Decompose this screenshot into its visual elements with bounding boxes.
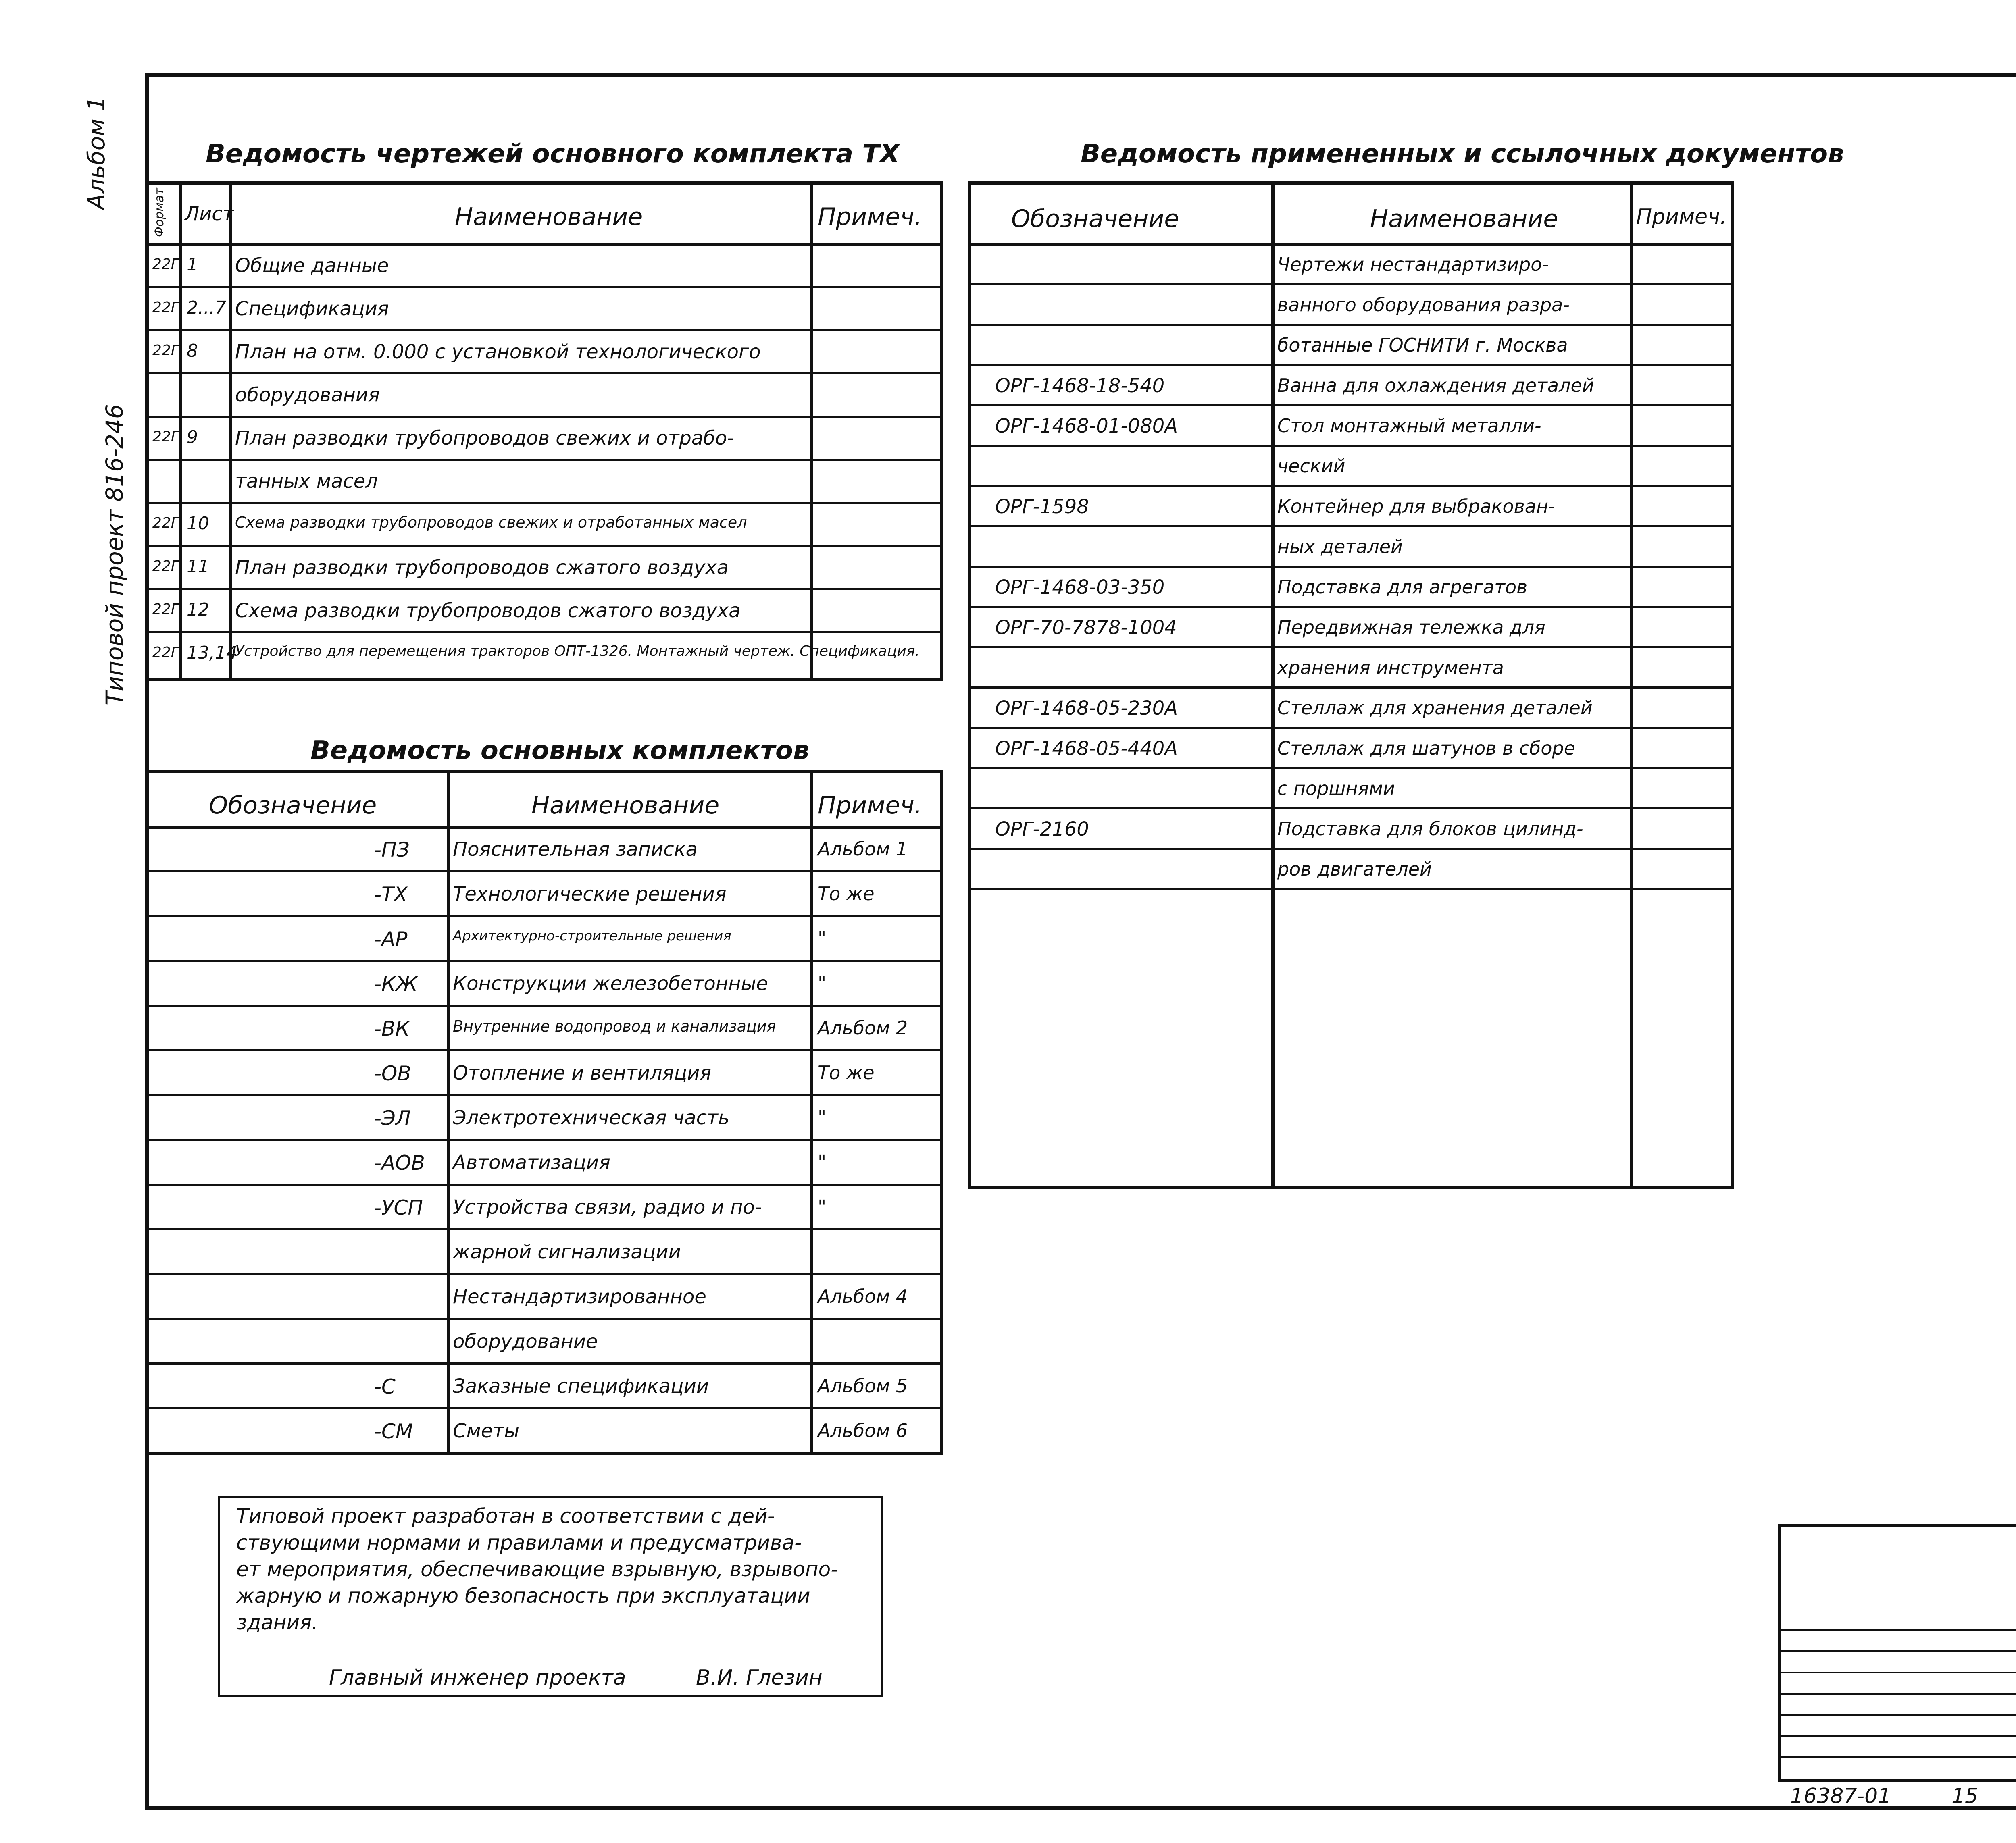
t1-row-name: План на отм. 0.000 с установкой технологического — [235, 341, 761, 363]
t3-row-code: ОРГ-1468-05-440А — [995, 737, 1178, 760]
t2-row-code: -ОВ — [374, 1062, 411, 1085]
t2-row-name: Автоматизация — [453, 1151, 610, 1174]
t2-row-name: Внутренние водопровод и канализация — [453, 1017, 776, 1035]
t2-row-name: Пояснительная записка — [453, 838, 698, 861]
t1-row-sheet: 8 — [187, 341, 198, 361]
t2-row-name: Отопление и вентиляция — [453, 1062, 712, 1084]
t2-row-note: Альбом 1 — [818, 838, 908, 860]
t3-row-name: Стеллаж для хранения деталей — [1277, 697, 1593, 719]
t1-row-sheet: 2...7 — [187, 297, 226, 318]
t2-row-note: Альбом 5 — [818, 1375, 908, 1397]
t3-row-name: с поршнями — [1277, 778, 1395, 799]
t3-row-code: ОРГ-1468-05-230А — [995, 697, 1178, 720]
footer-n15: 15 — [1951, 1784, 1979, 1808]
t1-row-sheet: 13,14 — [187, 643, 237, 663]
t3-row-code: ОРГ-70-7878-1004 — [995, 616, 1177, 639]
t2-row-code: -КЖ — [374, 972, 418, 996]
note-line: Типовой проект разработан в соответствии с дей- — [236, 1504, 775, 1528]
t2-row-code: -ЭЛ — [374, 1107, 411, 1130]
t3-row-name: Подставка для агрегатов — [1277, 576, 1528, 598]
t3-row-code: ОРГ-1468-18-540 — [995, 374, 1165, 397]
t3-table: Обозначение Наименование Примеч. Чертежи нестандартизиро- ванного оборудования разра- ботанные ГОСНИТИ г. Москва ОРГ-1468-18-540 Ванна для охлаждения деталей ОРГ-1468-01-080А Стол монтажный металли- ческий ОРГ-1598 Контейнер для выбракован- ных деталей ОРГ-1468-03-350 Подставка для агрегатов ОРГ-70-7878-1004 Передвижная тележка для хранения инструмента ОРГ-1468-05-230А Стеллаж для хранения деталей ОРГ-1468-05-440А Стеллаж для шатунов в сборе с поршнями ОРГ-2160 Подставка для блоков цилинд- ров двигателей — [968, 181, 1734, 1189]
t2-row-name: жарной сигнализации — [453, 1241, 681, 1263]
t2-row-note: То же — [818, 1062, 875, 1084]
t1-row-name: Схема разводки трубопроводов свежих и отработанных масел — [235, 514, 747, 531]
t3-row-code: ОРГ-1468-01-080А — [995, 415, 1178, 437]
t3-row-name: ванного оборудования разра- — [1277, 294, 1570, 316]
t3-row-name: Ванна для охлаждения деталей — [1277, 374, 1594, 396]
t1-row-name: План разводки трубопроводов свежих и отрабо- — [235, 427, 734, 449]
note-line: ет мероприятия, обеспечивающие взрывную, взрывопо- — [236, 1558, 838, 1581]
t2-row-note: Альбом 4 — [818, 1286, 908, 1307]
t1-row-name: Схема разводки трубопроводов сжатого воздуха — [235, 599, 741, 622]
t1-row-sheet: 12 — [187, 599, 209, 620]
t1-row-sheet: 9 — [187, 427, 198, 447]
note-box: Типовой проект разработан в соответствии с дей- ствующими нормами и правилами и предусматрива- ет мероприятия, обеспечивающие взрывную, взрывопо- жарную и пожарную безопасность при эксплуатации здания. Главный инженер проекта В.И. Глезин — [218, 1496, 883, 1697]
t1-row-name: Устройство для перемещения тракторов ОПТ-1326. Монтажный чертеж. Спецификация. — [235, 643, 920, 659]
t2-row-name: оборудование — [453, 1330, 598, 1353]
t2-row-name: Нестандартизированное — [453, 1286, 706, 1308]
t3-row-name: Подставка для блоков цилинд- — [1277, 818, 1583, 840]
t3-row-name: хранения инструмента — [1277, 657, 1504, 678]
t1-row-format: 22Г — [152, 256, 179, 272]
t1-row-sheet: 1 — [187, 254, 198, 275]
t1-row-name: танных масел — [235, 470, 378, 493]
t2-row-name: Технологические решения — [453, 883, 727, 905]
note-line: здания. — [236, 1611, 318, 1634]
t3-row-name: ботанные ГОСНИТИ г. Москва — [1277, 334, 1568, 356]
t3-row-name: Передвижная тележка для — [1277, 616, 1545, 638]
t2-table: Обозначение Наименование Примеч. -ПЗ Пояснительная записка Альбом 1 -ТХ Технологические решения То же -АР Архитектурно-строительные решения " -КЖ Конструкции железобетонные " -ВК Внутренние водопровод и канализация Альбом 2 -ОВ Отопление и вентиляция То же -ЭЛ Электротехническая часть " -АОВ Автоматизация " -УСП Устройства связи, радио и по- " жарной сигнализации Нестандартизированное Альбом 4 оборудование -С Заказные спецификации Альбом 5 -СМ Сметы Альбом 6 — [145, 770, 943, 1455]
t1-row-format: 22Г — [152, 515, 179, 531]
t2-row-name: Устройства связи, радио и по- — [453, 1196, 762, 1219]
t1-row-format: 22Г — [152, 342, 179, 359]
t2-title: Ведомость основных комплектов — [310, 736, 810, 765]
t1-title: Ведомость чертежей основного комплекта ТХ — [206, 139, 900, 169]
t1-row-sheet: 10 — [187, 513, 209, 534]
t1-row-sheet: 11 — [187, 556, 209, 577]
t3-row-code: ОРГ-2160 — [995, 818, 1089, 840]
t3-row-name: ческий — [1277, 455, 1345, 477]
t2-row-note: Альбом 2 — [818, 1017, 908, 1039]
t2-row-code: -СМ — [374, 1420, 413, 1443]
t2-row-code: -АОВ — [374, 1151, 425, 1175]
t2-row-code: -ПЗ — [374, 838, 410, 861]
t2-row-code: -ВК — [374, 1017, 410, 1040]
t2-row-name: Архитектурно-строительные решения — [453, 928, 731, 944]
t1-row-format: 22Г — [152, 644, 179, 661]
title-block — [1778, 1524, 2016, 1782]
t1-row-name: План разводки трубопроводов сжатого воздуха — [235, 556, 729, 579]
t1-row-name: Общие данные — [235, 254, 389, 277]
t3-row-name: ных деталей — [1277, 536, 1403, 557]
t2-row-code: -УСП — [374, 1196, 423, 1219]
t3-row-name: Стеллаж для шатунов в сборе — [1277, 737, 1576, 759]
t2-row-code: -ТХ — [374, 883, 408, 906]
note-line: ствующими нормами и правилами и предусматрива- — [236, 1531, 802, 1554]
t2-row-name: Конструкции железобетонные — [453, 972, 768, 995]
side-label-project: Типовой проект 816-246 — [101, 404, 128, 705]
t1-row-name: Спецификация — [235, 297, 389, 320]
t1-table: Формат Лист Наименование Примеч. 22Г 1 Общие данные 22Г 2...7 Спецификация 22Г 8 План на отм. 0.000 с установкой технологического оборудования 22Г 9 План разводки трубопроводов свежих и отрабо- танных масел 22Г 10 Схема разводки трубопроводов свежих и отработанных масел 22Г 11 План разводки трубопроводов сжатого воздуха 22Г 12 Схема разводки трубопроводов сжатого воздуха 22Г 13,14 Устройство для перемещения тракторов ОПТ-1326. Монтажный чертеж. Спецификация. — [145, 181, 943, 681]
t3-row-code: ОРГ-1598 — [995, 495, 1089, 518]
footer-num: 16387-01 — [1790, 1784, 1891, 1808]
t2-row-note: " — [818, 1151, 827, 1173]
t2-row-note: Альбом 6 — [818, 1420, 908, 1442]
t1-row-name: оборудования — [235, 384, 380, 406]
t2-row-name: Заказные спецификации — [453, 1375, 709, 1398]
t2-row-name: Сметы — [453, 1420, 520, 1442]
side-label-album: Альбом 1 — [83, 96, 110, 210]
t2-row-code: -С — [374, 1375, 396, 1398]
t3-row-name: ров двигателей — [1277, 858, 1432, 880]
t2-row-note: " — [818, 1196, 827, 1218]
t2-row-name: Электротехническая часть — [453, 1107, 730, 1129]
t2-row-note: " — [818, 972, 827, 994]
t2-row-note: То же — [818, 883, 875, 905]
t1-row-format: 22Г — [152, 601, 179, 618]
t2-row-note: " — [818, 928, 827, 949]
t1-row-format: 22Г — [152, 429, 179, 445]
t2-row-code: -АР — [374, 928, 408, 951]
t3-row-name: Стол монтажный металли- — [1277, 415, 1541, 437]
t3-row-name: Чертежи нестандартизиро- — [1277, 254, 1549, 275]
note-line: жарную и пожарную безопасность при эксплуатации — [236, 1584, 810, 1608]
t2-row-note: " — [818, 1107, 827, 1128]
t1-row-format: 22Г — [152, 558, 179, 574]
t3-row-code: ОРГ-1468-03-350 — [995, 576, 1165, 599]
t3-row-name: Контейнер для выбракован- — [1277, 495, 1555, 517]
t1-row-format: 22Г — [152, 299, 179, 316]
t3-title: Ведомость примененных и ссылочных документов — [1081, 139, 1844, 169]
